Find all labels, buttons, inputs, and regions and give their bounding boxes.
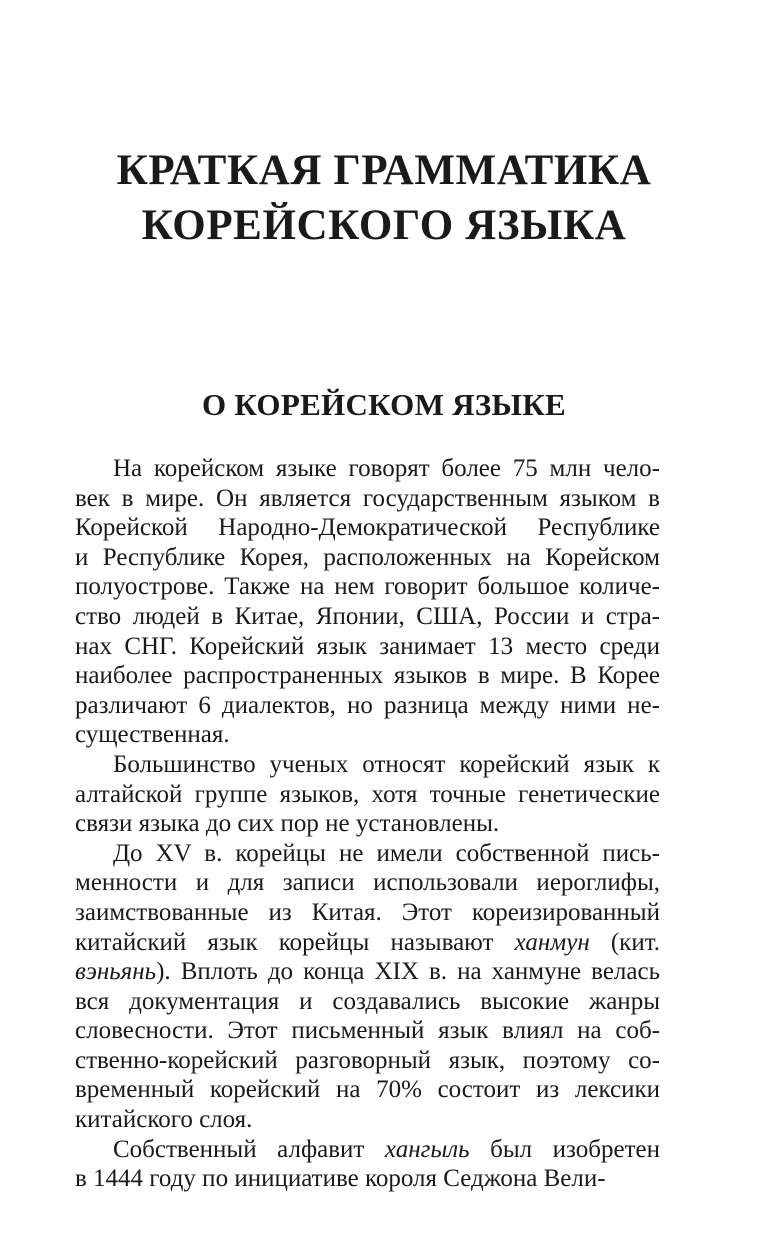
text-line bbox=[75, 513, 660, 543]
text-segment: менности и для записи использовали иероглифы, bbox=[75, 869, 660, 897]
text-segment: ственно-корейский разговорный язык, поэтому со- bbox=[75, 1046, 660, 1074]
text-line bbox=[75, 1016, 660, 1046]
text-segment: связи языка до сих пор не установлены. bbox=[75, 810, 500, 838]
text-line bbox=[75, 602, 660, 632]
text-segment: был изобретен bbox=[469, 1135, 660, 1163]
text-segment: Корейской Народно-Демократической Республике bbox=[75, 514, 660, 542]
text-line bbox=[75, 661, 660, 691]
paragraph bbox=[75, 1135, 660, 1194]
chapter-title-line-2: КОРЕЙСКОГО ЯЗЫКА bbox=[141, 202, 627, 249]
text-line bbox=[75, 454, 660, 484]
text-segment: китайского слоя. bbox=[75, 1106, 253, 1134]
text-segment: вся документация и создавались высокие жанры bbox=[75, 987, 660, 1015]
text-line bbox=[75, 1046, 660, 1076]
paragraph bbox=[75, 454, 660, 750]
text-segment: различают 6 диалектов, но разница между ними не- bbox=[75, 691, 660, 719]
italic-term: ханмун bbox=[514, 928, 590, 956]
text-line bbox=[75, 1164, 660, 1194]
text-line bbox=[75, 572, 660, 602]
text-line bbox=[75, 868, 660, 898]
text-line bbox=[75, 484, 660, 514]
body-text bbox=[75, 454, 660, 1194]
text-segment: На корейском языке говорят более 75 млн чело- bbox=[113, 455, 660, 482]
text-segment: ство людей в Китае, Японии, США, России и стра- bbox=[75, 602, 660, 630]
text-line bbox=[75, 632, 660, 662]
text-segment: алтайской группе языков, хотя точные генетические bbox=[75, 780, 660, 808]
paragraph bbox=[75, 839, 660, 1135]
text-line bbox=[75, 898, 660, 928]
text-line bbox=[75, 809, 660, 839]
italic-term: хангыль bbox=[384, 1135, 470, 1163]
section-heading: О КОРЕЙСКОМ ЯЗЫКЕ bbox=[201, 387, 567, 422]
text-segment: наиболее распространенных языков в мире. В Корее bbox=[75, 662, 660, 690]
text-line bbox=[75, 839, 660, 869]
text-line bbox=[75, 1105, 660, 1135]
text-segment: Большинство ученых относят корейский язык к bbox=[113, 750, 660, 778]
text-segment: Собственный алфавит bbox=[113, 1135, 385, 1163]
text-segment: ). Вплоть до конца XIX в. на ханмуне велась bbox=[156, 958, 660, 986]
text-line bbox=[75, 1075, 660, 1105]
text-line bbox=[75, 691, 660, 721]
text-segment: словесности. Этот письменный язык влиял на соб- bbox=[75, 1017, 660, 1045]
text-segment: До XV в. корейцы не имели собственной пись- bbox=[113, 839, 660, 867]
text-segment: в 1444 году по инициативе короля Седжона Вели- bbox=[75, 1165, 606, 1193]
text-segment: нах СНГ. Корейский язык занимает 13 место среди bbox=[75, 632, 660, 660]
text-segment: заимствованные из Китая. Этот кореизированный bbox=[75, 898, 660, 926]
text-segment: временный корейский на 70% состоит из лексики bbox=[75, 1076, 660, 1104]
text-segment: век в мире. Он является государственным языком в bbox=[75, 484, 660, 512]
text-line bbox=[75, 543, 660, 573]
chapter-title-line-1: КРАТКАЯ ГРАММАТИКА bbox=[116, 147, 652, 194]
text-line bbox=[75, 957, 660, 987]
text-segment: и Республике Корея, расположенных на Корейском bbox=[75, 543, 660, 571]
paragraph bbox=[75, 750, 660, 839]
text-line bbox=[75, 780, 660, 810]
text-segment: (кит. bbox=[589, 928, 660, 956]
text-segment: китайский язык корейцы называют bbox=[75, 928, 515, 956]
text-line bbox=[75, 928, 660, 958]
text-segment: полуострове. Также на нем говорит большое количе- bbox=[75, 573, 660, 601]
text-line bbox=[75, 987, 660, 1017]
text-line bbox=[75, 750, 660, 780]
text-line bbox=[75, 1135, 660, 1165]
text-line bbox=[75, 720, 660, 750]
text-segment: существенная. bbox=[75, 721, 230, 749]
italic-term: вэньянь bbox=[75, 958, 157, 986]
